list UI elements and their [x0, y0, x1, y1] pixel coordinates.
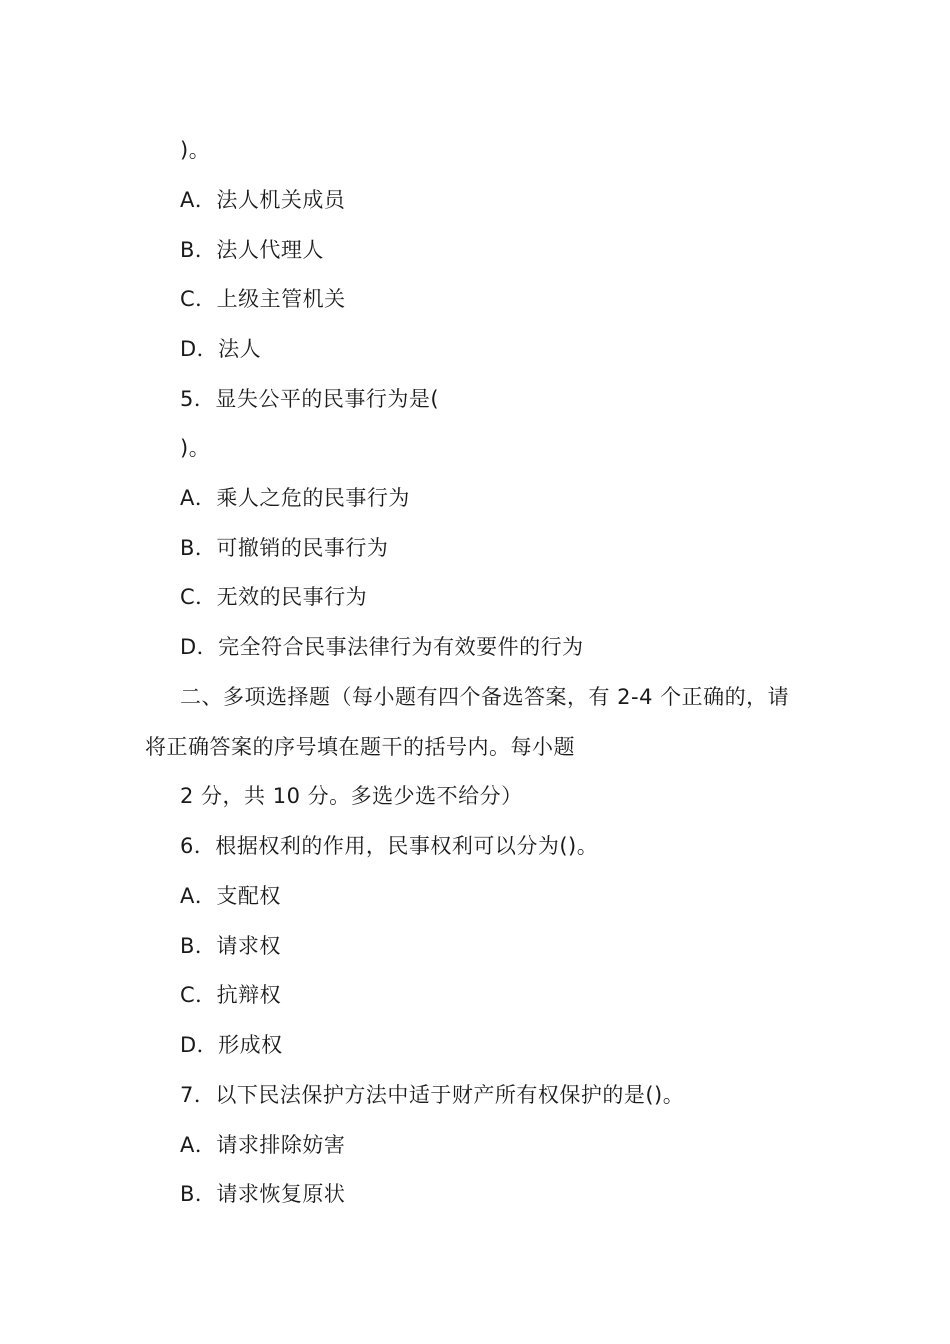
option-b: B．请求权 [180, 934, 281, 958]
option-a: A．法人机关成员 [180, 188, 346, 212]
question-7: 7．以下民法保护方法中适于财产所有权保护的是()。 [180, 1083, 685, 1107]
option-d: D．形成权 [180, 1033, 283, 1057]
option-c: C．无效的民事行为 [180, 585, 368, 609]
option-d: D．法人 [180, 337, 262, 361]
section-heading-continued: 2 分，共 10 分。多选少选不给分） [180, 784, 523, 808]
option-a: A．请求排除妨害 [180, 1133, 346, 1157]
text-line: )。 [180, 436, 211, 460]
option-b: B．可撤销的民事行为 [180, 536, 389, 560]
option-c: C．上级主管机关 [180, 287, 346, 311]
question-6: 6．根据权利的作用，民事权利可以分为()。 [180, 834, 599, 858]
text-line: )。 [180, 138, 211, 162]
option-b: B．法人代理人 [180, 238, 324, 262]
section-heading-continued: 将正确答案的序号填在题干的括号内。每小题 [145, 735, 575, 759]
question-5: 5．显失公平的民事行为是( [180, 387, 440, 411]
option-c: C．抗辩权 [180, 983, 282, 1007]
section-heading: 二、多项选择题（每小题有四个备选答案，有 2-4 个正确的，请 [180, 685, 790, 709]
option-b: B．请求恢复原状 [180, 1182, 346, 1206]
option-d: D．完全符合民事法律行为有效要件的行为 [180, 635, 584, 659]
option-a: A．支配权 [180, 884, 281, 908]
option-a: A．乘人之危的民事行为 [180, 486, 410, 510]
